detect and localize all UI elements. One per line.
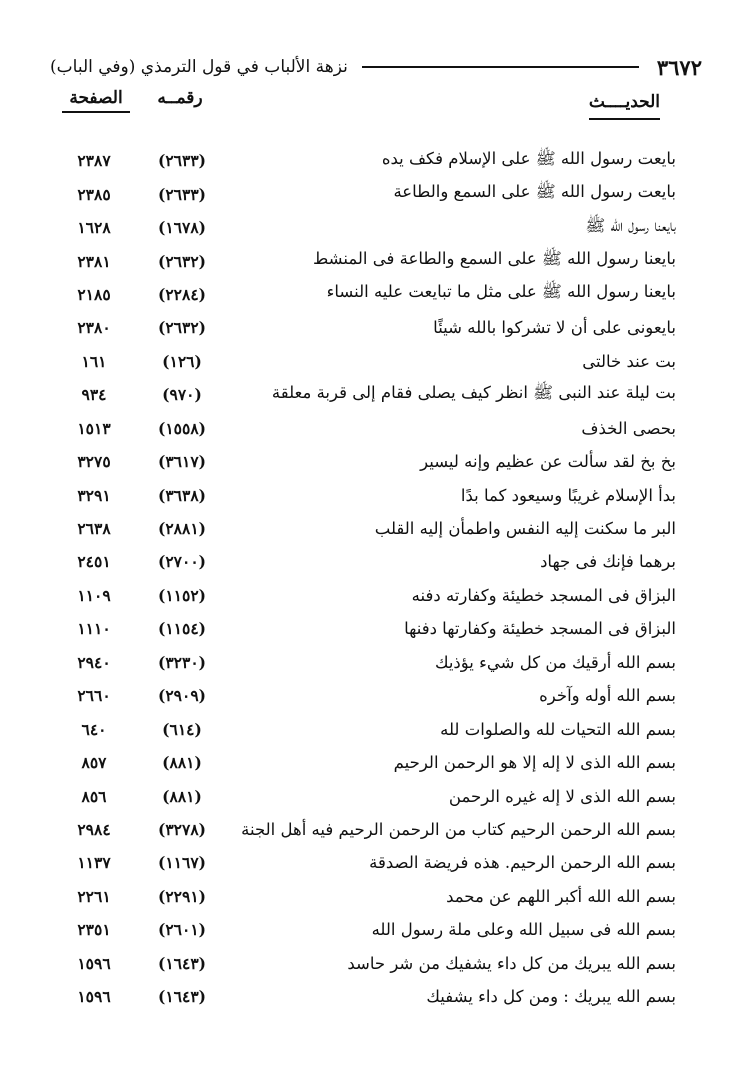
hadith-number: (١٦٧٨)	[158, 218, 206, 238]
hadith-text: البر ما سكنت إليه النفس واطمأن إليه القلب	[374, 519, 676, 539]
page-reference: ٢٩٤٠	[77, 652, 111, 672]
index-row	[40, 211, 676, 244]
page-reference: ٢٣٨١	[77, 251, 111, 271]
page-reference: ٢٣٨٥	[77, 184, 111, 204]
hadith-text: بسم الله يبريك : ومن كل داء يشفيك	[426, 987, 676, 1007]
hadith-text: بايعنا رسول الله ﷺ على السمع والطاعة فى المنشط	[313, 249, 676, 269]
hadith-text: بسم الله يبريك من كل داء يشفيك من شر حاسد	[347, 953, 676, 973]
index-row	[40, 345, 676, 378]
index-row	[40, 512, 676, 545]
hadith-number: (٢٦٠١)	[158, 920, 206, 940]
page-reference: ٨٥٧	[81, 753, 107, 773]
index-row	[40, 712, 676, 745]
hadith-number: (١٦٤٣)	[158, 953, 206, 973]
index-row	[40, 813, 676, 846]
index-row	[40, 779, 676, 812]
page-reference: ٢٦٦٠	[77, 686, 111, 706]
index-row	[40, 244, 676, 277]
index-row	[40, 412, 676, 445]
hadith-number: (٣٢٧٨)	[158, 819, 206, 839]
page-reference: ٣٢٧٥	[77, 452, 111, 472]
page-reference: ٣٢٩١	[77, 485, 111, 505]
running-header	[50, 50, 702, 84]
column-header-hadith: الحديــــث	[589, 92, 660, 120]
hadith-text: بحصى الخذف	[581, 418, 676, 438]
hadith-number: (٨٨١)	[162, 753, 202, 773]
index-row	[40, 545, 676, 578]
hadith-text: بخ بخ لقد سألت عن عظيم وإنه ليسير	[420, 452, 676, 472]
index-row	[40, 579, 676, 612]
index-row	[40, 679, 676, 712]
page-reference: ٩٣٤	[81, 385, 107, 405]
hadith-text: بسم الله التحيات لله والصلوات لله	[440, 719, 676, 739]
index-row	[40, 947, 676, 980]
hadith-text: بسم الله الرحمن الرحيم كتاب من الرحمن الرحيم فيه أهل الجنة	[241, 819, 676, 839]
hadith-number: (٢٦٣٢)	[158, 318, 206, 338]
hadith-text: بسم الله الرحمن الرحيم. هذه فريضة الصدقة	[369, 853, 676, 873]
running-title: نزهة الألباب في قول الترمذي (وفي الباب)	[50, 57, 348, 77]
page-reference: ١١٣٧	[77, 853, 111, 873]
hadith-number: (٢٧٠٠)	[158, 552, 206, 572]
hadith-number: (١١٥٤)	[158, 619, 206, 639]
index-row	[40, 144, 676, 177]
index-row	[40, 646, 676, 679]
column-header-number: رقمــه	[157, 88, 203, 108]
hadith-number: (٦١٤)	[162, 719, 202, 739]
page-reference: ٦٤٠	[81, 719, 107, 739]
hadith-text: برهما فإنك فى جهاد	[540, 552, 676, 572]
index-row	[40, 746, 676, 779]
page-reference: ٢٦٣٨	[77, 519, 111, 539]
hadith-text: بسم الله الله أكبر اللهم عن محمد	[446, 886, 676, 906]
index-list	[40, 144, 676, 1013]
hadith-text: بايعنا رسول الله ﷺ	[585, 215, 676, 235]
hadith-number: (١٦٤٣)	[158, 987, 206, 1007]
index-row	[40, 378, 676, 411]
hadith-number: (٢٨٨١)	[158, 519, 206, 539]
hadith-text: بت عند خالتى	[582, 351, 676, 371]
page-reference: ٨٥٦	[81, 786, 107, 806]
index-row	[40, 478, 676, 511]
index-row	[40, 177, 676, 210]
index-row	[40, 846, 676, 879]
hadith-number: (١١٥٢)	[158, 585, 206, 605]
hadith-text: بايعنا رسول الله ﷺ على مثل ما تبايعت عليه النساء	[326, 282, 676, 302]
page-reference: ٢٩٨٤	[77, 819, 111, 839]
page-reference: ٢٤٥١	[77, 552, 111, 572]
hadith-text: بايعت رسول الله ﷺ على الإسلام فكف يده	[381, 148, 676, 168]
page-reference: ١١١٠	[77, 619, 111, 639]
hadith-number: (٣٦١٧)	[158, 452, 206, 472]
hadith-number: (١١٦٧)	[158, 853, 206, 873]
page-reference: ١٦١	[81, 351, 107, 371]
hadith-text: بسم الله فى سبيل الله وعلى ملة رسول الله	[371, 920, 676, 940]
hadith-number: (١٥٥٨)	[158, 418, 206, 438]
column-header-page: الصفحة	[62, 88, 130, 113]
hadith-number: (٢٩٠٩)	[158, 686, 206, 706]
index-row	[40, 913, 676, 946]
hadith-number: (٢٦٣٣)	[158, 184, 206, 204]
index-row	[40, 880, 676, 913]
hadith-number: (٣٢٣٠)	[158, 652, 206, 672]
hadith-text: بسم الله الذى لا إله غيره الرحمن	[448, 786, 676, 806]
hadith-text: البزاق فى المسجد خطيئة وكفارتها دفنها	[404, 619, 676, 639]
hadith-text: بايعونى على أن لا تشركوا بالله شيئًا	[433, 318, 676, 338]
index-row	[40, 612, 676, 645]
page-reference: ٢٢٦١	[77, 886, 111, 906]
hadith-number: (٢٦٣٣)	[158, 151, 206, 171]
hadith-number: (٣٦٣٨)	[158, 485, 206, 505]
page-reference: ١٥٩٦	[77, 953, 111, 973]
hadith-text: بدأ الإسلام غريبًا وسيعود كما بدًا	[460, 485, 676, 505]
page-reference: ٢٣٨٠	[77, 318, 111, 338]
hadith-text: بت ليلة عند النبى ﷺ انظر كيف يصلى فقام إلى قربة معلقة	[271, 382, 676, 402]
hadith-number: (٩٧٠)	[162, 385, 202, 405]
page-number: ٣٦٧٢	[656, 54, 702, 80]
hadith-text: بسم الله أرقيك من كل شيء يؤذيك	[434, 652, 676, 672]
header-rule	[362, 66, 639, 68]
page-reference: ١٦٢٨	[77, 218, 111, 238]
page-reference: ١٥١٣	[77, 418, 111, 438]
hadith-number: (٨٨١)	[162, 786, 202, 806]
page-reference: ٢٣٥١	[77, 920, 111, 940]
page-reference: ٢١٨٥	[77, 284, 111, 304]
hadith-number: (١٢٦)	[162, 351, 202, 371]
hadith-text: بسم الله الذى لا إله إلا هو الرحمن الرحيم	[393, 753, 676, 773]
hadith-number: (٢٢٨٤)	[158, 284, 206, 304]
page-reference: ١١٠٩	[77, 585, 111, 605]
hadith-text: البزاق فى المسجد خطيئة وكفارته دفنه	[411, 585, 676, 605]
index-row	[40, 311, 676, 344]
page-reference: ١٥٩٦	[77, 987, 111, 1007]
hadith-text: بسم الله أوله وآخره	[539, 686, 676, 706]
hadith-number: (٢٢٩١)	[158, 886, 206, 906]
hadith-number: (٢٦٣٢)	[158, 251, 206, 271]
page-reference: ٢٣٨٧	[77, 151, 111, 171]
hadith-text: بايعت رسول الله ﷺ على السمع والطاعة	[393, 182, 676, 202]
index-row	[40, 278, 676, 311]
index-row	[40, 980, 676, 1013]
index-row	[40, 445, 676, 478]
